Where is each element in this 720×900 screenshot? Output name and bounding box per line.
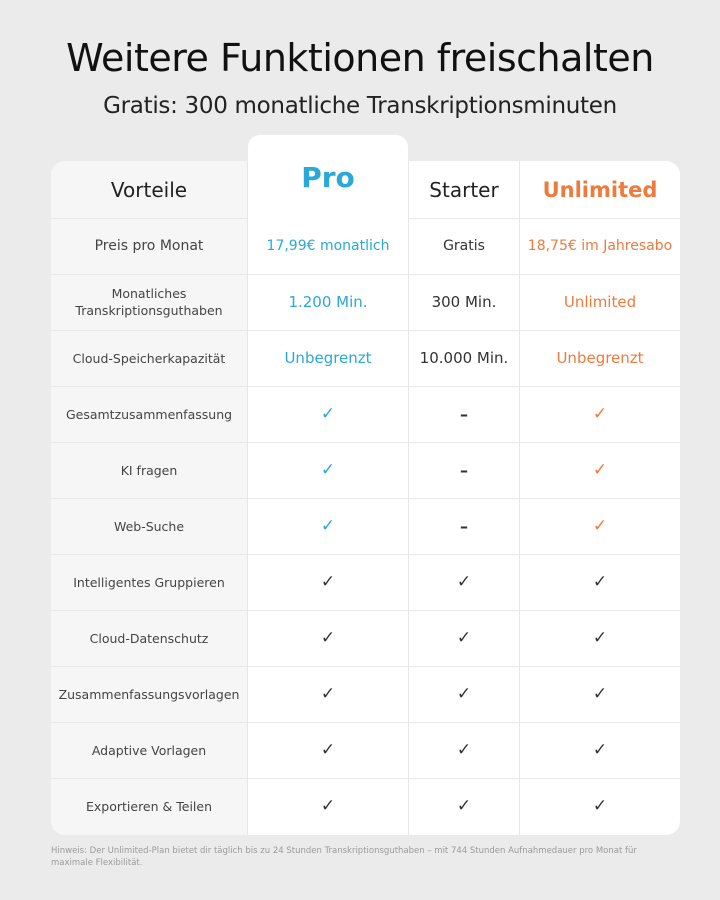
feature-label: Gesamtzusammenfassung [65, 406, 233, 422]
feature-label: Monatliches Transkriptionsguthaben [75, 286, 223, 318]
unlimited-value: 18,75€ im Jahresabo [527, 238, 673, 254]
pro-value: 17,99€ monatlich [266, 238, 390, 254]
check-icon: ✓ [592, 516, 608, 536]
check-icon: ✓ [456, 628, 472, 648]
feature-label: Cloud-Speicherkapazität [72, 350, 226, 366]
pro-value: 1.200 Min. [288, 293, 368, 311]
header-starter[interactable]: Starter [429, 177, 499, 202]
check-icon: ✓ [320, 460, 336, 480]
check-icon: ✓ [456, 740, 472, 760]
check-icon: ✓ [592, 572, 608, 592]
unlimited-value: Unlimited [563, 293, 637, 311]
header-pro[interactable]: Pro [301, 160, 355, 194]
check-icon: ✓ [320, 572, 336, 592]
feature-label: Exportieren & Teilen [85, 798, 212, 814]
check-icon: ✓ [456, 572, 472, 592]
check-icon: ✓ [592, 740, 608, 760]
check-icon: ✓ [320, 740, 336, 760]
check-icon: ✓ [320, 516, 336, 536]
check-icon: ✓ [456, 796, 472, 816]
dash-icon: – [460, 404, 468, 424]
check-icon: ✓ [320, 404, 336, 424]
check-icon: ✓ [592, 796, 608, 816]
check-icon: ✓ [320, 796, 336, 816]
check-icon: ✓ [592, 684, 608, 704]
starter-value: Gratis [443, 238, 485, 254]
unlimited-value: Unbegrenzt [556, 349, 644, 367]
starter-value: 10.000 Min. [419, 349, 509, 367]
feature-label: Preis pro Monat [94, 237, 204, 254]
comparison-table [51, 161, 680, 835]
feature-label: Cloud-Datenschutz [89, 630, 209, 646]
check-icon: ✓ [592, 404, 608, 424]
page-subtitle: Gratis: 300 monatliche Transkriptionsminuten [103, 93, 617, 119]
starter-value: 300 Min. [431, 293, 497, 311]
dash-icon: – [460, 516, 468, 536]
check-icon: ✓ [592, 628, 608, 648]
feature-label: Web-Suche [113, 518, 185, 534]
check-icon: ✓ [592, 460, 608, 480]
dash-icon: – [460, 460, 468, 480]
feature-label: KI fragen [120, 462, 178, 478]
check-icon: ✓ [320, 684, 336, 704]
check-icon: ✓ [456, 684, 472, 704]
feature-label: Adaptive Vorlagen [91, 742, 207, 758]
feature-label: Intelligentes Gruppieren [73, 574, 225, 590]
page-title: Weitere Funktionen freischalten [66, 36, 654, 80]
footnote: Hinweis: Der Unlimited-Plan bietet dir täglich bis zu 24 Stunden Transkriptionsguthaben – mit 744 Stunden Aufnahmedauer pro Monat für maximale Flexibilität. [51, 846, 637, 868]
feature-label: Zusammenfassungsvorlagen [58, 686, 240, 702]
check-icon: ✓ [320, 628, 336, 648]
header-vorteile: Vorteile [110, 177, 188, 202]
header-unlimited[interactable]: Unlimited [542, 177, 658, 202]
pro-value: Unbegrenzt [284, 349, 372, 367]
